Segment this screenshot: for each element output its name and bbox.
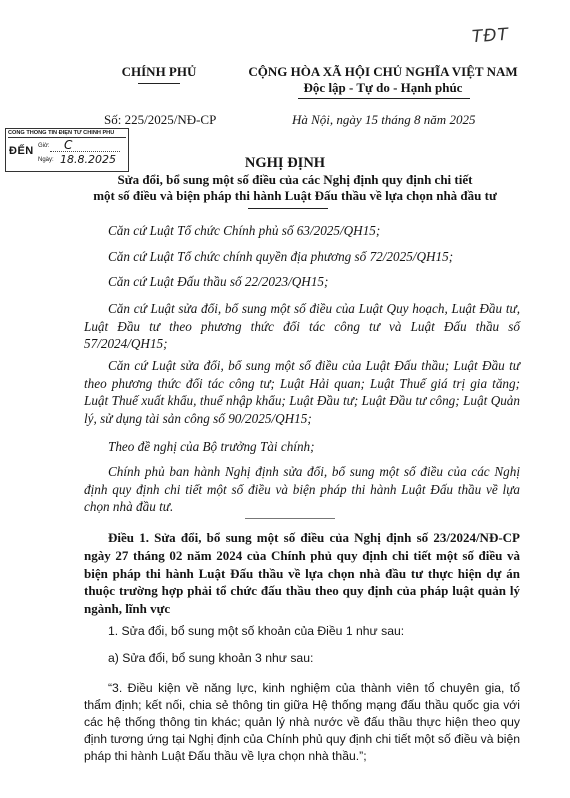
article-1-heading: Điều 1. Sửa đổi, bổ sung một số điều của Nghị định số 23/2024/NĐ-CP ngày 27 tháng 02 năm 2024 của Chính phủ quy định chi tiết một số điều và biện pháp thi hành Luật Đấu thầu về lựa chọn nhà đầu tư thực hiện dự án thuộc trường hợp phải tổ chức đấu thầu theo quy định của pháp luật quản lý ngành, lĩnh vực [84, 530, 520, 617]
section-separator [245, 518, 335, 519]
agency-name: CHÍNH PHỦ [121, 64, 197, 79]
handwritten-initials: TĐT [471, 24, 510, 48]
stamp-org: CỔNG THÔNG TIN ĐIỆN TỬ CHÍNH PHỦ [8, 130, 126, 138]
place-date: Hà Nội, ngày 15 tháng 8 năm 2025 [292, 112, 476, 127]
agency-underline [138, 83, 180, 84]
article-1-item-1: 1. Sửa đổi, bổ sung một số khoản của Điều 1 như sau: [108, 624, 405, 638]
stamp-ngay-value: 18.8.2025 [60, 153, 116, 166]
stamp-gio-label: Giờ: [38, 143, 50, 149]
decree-title: NGHỊ ĐỊNH [244, 155, 326, 171]
preamble-7: Chính phủ ban hành Nghị định sửa đổi, bổ sung một số điều của các Nghị định quy định chi tiết một số điều và biện pháp thi hành Luật Đấu thầu về lựa chọn nhà đầu tư. [84, 464, 520, 514]
preamble-3: Căn cứ Luật Đấu thầu số 22/2023/QH15; [108, 274, 329, 289]
national-title: CỘNG HÒA XÃ HỘI CHỦ NGHĨA VIỆT NAM [248, 64, 518, 79]
national-motto: Độc lập - Tự do - Hạnh phúc [303, 80, 463, 95]
preamble-6: Theo đề nghị của Bộ trưởng Tài chính; [108, 439, 315, 454]
stamp-ngay-label: Ngày: [38, 157, 54, 163]
preamble-5: Căn cứ Luật sửa đổi, bổ sung một số điều của Luật Đấu thầu; Luật Đầu tư theo phương thức đối tác công tư; Luật Hải quan; Luật Thuế giá trị gia tăng; Luật Thuế xuất khẩu, thuế nhập khẩu; Luật Đầu tư; Luật Đầu tư công; Luật Quản lý, sử dụng tài sản công số 90/2025/QH15; [84, 358, 520, 426]
article-1-item-a: a) Sửa đổi, bổ sung khoản 3 như sau: [108, 651, 314, 665]
preamble-2: Căn cứ Luật Tổ chức chính quyền địa phương số 72/2025/QH15; [108, 249, 454, 264]
title-underline [248, 208, 328, 209]
motto-underline [298, 98, 470, 99]
decree-subtitle-line2: một số điều và biện pháp thi hành Luật Đấu thầu về lựa chọn nhà đầu tư [93, 188, 497, 203]
preamble-1: Căn cứ Luật Tổ chức Chính phủ số 63/2025/QH15; [108, 223, 381, 238]
stamp-gio-line [50, 151, 120, 152]
stamp-gio-value: C [64, 138, 73, 152]
decree-subtitle-line1: Sửa đổi, bổ sung một số điều của các Nghị định quy định chi tiết [117, 172, 473, 187]
article-1-quote: “3. Điều kiện về năng lực, kinh nghiệm của thành viên tổ chuyên gia, tổ thẩm định; kết nối, chia sẻ thông tin giữa Hệ thống mạng đấu thầu quốc gia với các hệ thống thông tin khác; quản lý nhà nước về đấu thầu thực hiện theo quy định tương ứng tại Nghị định của Chính phủ quy định chi tiết một số điều và biện pháp thi hành Luật Đấu thầu về lựa chọn nhà thầu.”; [84, 681, 520, 763]
preamble-4: Căn cứ Luật sửa đổi, bổ sung một số điều của Luật Quy hoạch, Luật Đầu tư, Luật Đầu tư theo phương thức đối tác công tư và Luật Đấu thầu số 57/2024/QH15; [84, 301, 520, 351]
document-number: Số: 225/2025/NĐ-CP [104, 112, 217, 127]
stamp-den: ĐẾN [9, 145, 34, 157]
